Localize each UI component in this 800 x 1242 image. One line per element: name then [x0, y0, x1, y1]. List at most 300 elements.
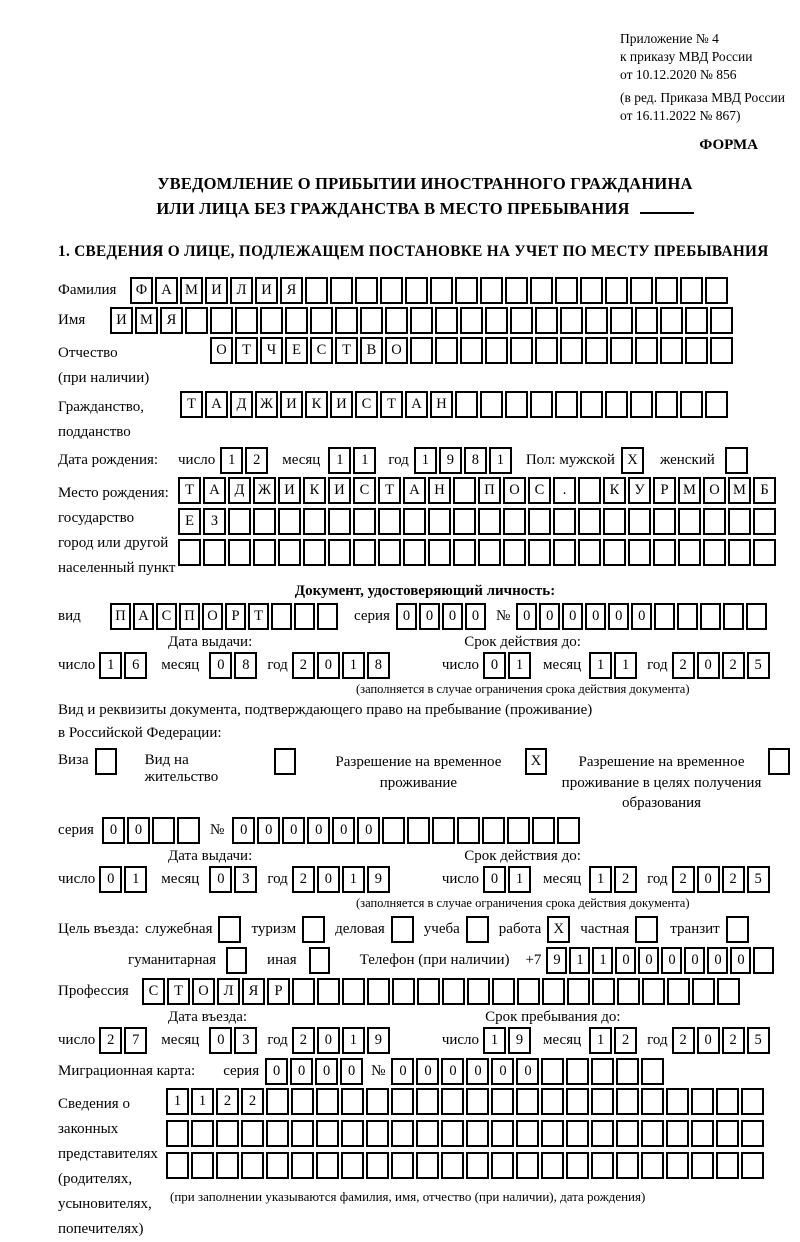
char-cell[interactable]: А: [155, 277, 178, 304]
char-cell[interactable]: У: [628, 477, 651, 504]
char-cell[interactable]: П: [478, 477, 501, 504]
char-cell[interactable]: 0: [483, 866, 506, 893]
purpose-official-checkbox[interactable]: [218, 916, 241, 943]
char-cell[interactable]: [416, 1152, 439, 1179]
char-cell[interactable]: [635, 337, 658, 364]
char-cell[interactable]: [578, 539, 601, 566]
char-cell[interactable]: 0: [99, 866, 122, 893]
char-cell[interactable]: Р: [653, 477, 676, 504]
char-cell[interactable]: [542, 978, 565, 1005]
char-cell[interactable]: [216, 1152, 239, 1179]
char-cell[interactable]: [685, 337, 708, 364]
char-cell[interactable]: [678, 508, 701, 535]
char-cell[interactable]: 1: [328, 447, 351, 474]
char-cell[interactable]: [291, 1088, 314, 1115]
char-cell[interactable]: 0: [317, 866, 340, 893]
char-cell[interactable]: 2: [99, 1027, 122, 1054]
char-cell[interactable]: А: [205, 391, 228, 418]
char-cell[interactable]: [191, 1120, 214, 1147]
char-cell[interactable]: [616, 1120, 639, 1147]
char-cell[interactable]: К: [603, 477, 626, 504]
char-cell[interactable]: [677, 603, 698, 630]
char-cell[interactable]: 0: [209, 866, 232, 893]
char-cell[interactable]: 0: [608, 603, 629, 630]
char-cell[interactable]: [378, 539, 401, 566]
char-cell[interactable]: [353, 508, 376, 535]
char-cell[interactable]: 1: [342, 866, 365, 893]
char-cell[interactable]: [453, 539, 476, 566]
char-cell[interactable]: [355, 277, 378, 304]
char-cell[interactable]: С: [310, 337, 333, 364]
char-cell[interactable]: Л: [230, 277, 253, 304]
char-cell[interactable]: 3: [234, 866, 257, 893]
char-cell[interactable]: [566, 1058, 589, 1085]
char-cell[interactable]: С: [142, 978, 165, 1005]
char-cell[interactable]: 1: [569, 947, 590, 974]
char-cell[interactable]: [360, 307, 383, 334]
char-cell[interactable]: [585, 337, 608, 364]
char-cell[interactable]: 0: [466, 1058, 489, 1085]
char-cell[interactable]: [691, 1088, 714, 1115]
char-cell[interactable]: [660, 337, 683, 364]
char-cell[interactable]: [266, 1088, 289, 1115]
char-cell[interactable]: [553, 539, 576, 566]
char-cell[interactable]: Я: [242, 978, 265, 1005]
purpose-tourism-checkbox[interactable]: [302, 916, 325, 943]
char-cell[interactable]: И: [328, 477, 351, 504]
char-cell[interactable]: [710, 307, 733, 334]
char-cell[interactable]: А: [203, 477, 226, 504]
char-cell[interactable]: [510, 337, 533, 364]
char-cell[interactable]: [666, 1152, 689, 1179]
purpose-business-checkbox[interactable]: [391, 916, 414, 943]
char-cell[interactable]: [660, 307, 683, 334]
char-cell[interactable]: [328, 508, 351, 535]
char-cell[interactable]: [553, 508, 576, 535]
char-cell[interactable]: [728, 539, 751, 566]
char-cell[interactable]: [716, 1120, 739, 1147]
char-cell[interactable]: 0: [315, 1058, 338, 1085]
char-cell[interactable]: [555, 277, 578, 304]
char-cell[interactable]: О: [192, 978, 215, 1005]
char-cell[interactable]: [703, 508, 726, 535]
char-cell[interactable]: 0: [340, 1058, 363, 1085]
char-cell[interactable]: 1: [124, 866, 147, 893]
char-cell[interactable]: 1: [508, 652, 531, 679]
char-cell[interactable]: [535, 337, 558, 364]
char-cell[interactable]: [342, 978, 365, 1005]
char-cell[interactable]: [317, 978, 340, 1005]
char-cell[interactable]: [580, 391, 603, 418]
char-cell[interactable]: [453, 508, 476, 535]
char-cell[interactable]: 1: [414, 447, 437, 474]
char-cell[interactable]: [328, 539, 351, 566]
char-cell[interactable]: 0: [697, 1027, 720, 1054]
char-cell[interactable]: [653, 539, 676, 566]
char-cell[interactable]: [391, 1120, 414, 1147]
char-cell[interactable]: Т: [378, 477, 401, 504]
char-cell[interactable]: [591, 1058, 614, 1085]
char-cell[interactable]: [466, 1152, 489, 1179]
char-cell[interactable]: [516, 1152, 539, 1179]
char-cell[interactable]: [203, 539, 226, 566]
char-cell[interactable]: [741, 1120, 764, 1147]
char-cell[interactable]: [746, 603, 767, 630]
char-cell[interactable]: 0: [631, 603, 652, 630]
char-cell[interactable]: [541, 1088, 564, 1115]
char-cell[interactable]: [391, 1088, 414, 1115]
char-cell[interactable]: И: [330, 391, 353, 418]
char-cell[interactable]: [382, 817, 405, 844]
char-cell[interactable]: [528, 508, 551, 535]
char-cell[interactable]: 0: [638, 947, 659, 974]
char-cell[interactable]: 2: [722, 652, 745, 679]
char-cell[interactable]: [341, 1120, 364, 1147]
char-cell[interactable]: И: [280, 391, 303, 418]
char-cell[interactable]: [260, 307, 283, 334]
temp-residence-checkbox[interactable]: X: [525, 748, 547, 775]
char-cell[interactable]: [403, 539, 426, 566]
char-cell[interactable]: 2: [292, 1027, 315, 1054]
char-cell[interactable]: 0: [539, 603, 560, 630]
char-cell[interactable]: [591, 1152, 614, 1179]
char-cell[interactable]: [653, 508, 676, 535]
char-cell[interactable]: 0: [332, 817, 355, 844]
char-cell[interactable]: В: [360, 337, 383, 364]
char-cell[interactable]: Я: [280, 277, 303, 304]
char-cell[interactable]: 0: [357, 817, 380, 844]
char-cell[interactable]: 0: [209, 652, 232, 679]
char-cell[interactable]: [716, 1088, 739, 1115]
char-cell[interactable]: 8: [464, 447, 487, 474]
char-cell[interactable]: [655, 391, 678, 418]
char-cell[interactable]: Ж: [255, 391, 278, 418]
char-cell[interactable]: [753, 539, 776, 566]
char-cell[interactable]: [566, 1088, 589, 1115]
char-cell[interactable]: Т: [380, 391, 403, 418]
char-cell[interactable]: [723, 603, 744, 630]
char-cell[interactable]: 0: [697, 652, 720, 679]
char-cell[interactable]: 0: [317, 652, 340, 679]
char-cell[interactable]: [505, 277, 528, 304]
char-cell[interactable]: [505, 391, 528, 418]
char-cell[interactable]: [753, 947, 774, 974]
char-cell[interactable]: [503, 508, 526, 535]
char-cell[interactable]: [617, 978, 640, 1005]
char-cell[interactable]: [353, 539, 376, 566]
char-cell[interactable]: [557, 817, 580, 844]
char-cell[interactable]: 1: [191, 1088, 214, 1115]
char-cell[interactable]: 6: [124, 652, 147, 679]
char-cell[interactable]: [378, 508, 401, 535]
char-cell[interactable]: [485, 307, 508, 334]
char-cell[interactable]: [210, 307, 233, 334]
char-cell[interactable]: 0: [516, 1058, 539, 1085]
char-cell[interactable]: [410, 337, 433, 364]
char-cell[interactable]: [294, 603, 315, 630]
char-cell[interactable]: [641, 1120, 664, 1147]
char-cell[interactable]: 2: [672, 1027, 695, 1054]
char-cell[interactable]: [253, 539, 276, 566]
char-cell[interactable]: [441, 1152, 464, 1179]
char-cell[interactable]: 5: [747, 652, 770, 679]
char-cell[interactable]: [591, 1088, 614, 1115]
char-cell[interactable]: [585, 307, 608, 334]
char-cell[interactable]: [678, 539, 701, 566]
char-cell[interactable]: М: [678, 477, 701, 504]
char-cell[interactable]: 1: [589, 866, 612, 893]
char-cell[interactable]: Т: [248, 603, 269, 630]
char-cell[interactable]: 0: [585, 603, 606, 630]
char-cell[interactable]: 1: [220, 447, 243, 474]
purpose-transit-checkbox[interactable]: [726, 916, 749, 943]
purpose-private-checkbox[interactable]: [635, 916, 658, 943]
char-cell[interactable]: [441, 1088, 464, 1115]
char-cell[interactable]: 0: [441, 1058, 464, 1085]
char-cell[interactable]: 0: [707, 947, 728, 974]
char-cell[interactable]: [491, 1120, 514, 1147]
char-cell[interactable]: [680, 277, 703, 304]
char-cell[interactable]: 0: [307, 817, 330, 844]
char-cell[interactable]: К: [303, 477, 326, 504]
char-cell[interactable]: [407, 817, 430, 844]
char-cell[interactable]: [460, 337, 483, 364]
char-cell[interactable]: [455, 277, 478, 304]
char-cell[interactable]: [316, 1088, 339, 1115]
char-cell[interactable]: А: [403, 477, 426, 504]
char-cell[interactable]: [578, 508, 601, 535]
char-cell[interactable]: [603, 539, 626, 566]
char-cell[interactable]: М: [728, 477, 751, 504]
char-cell[interactable]: [753, 508, 776, 535]
char-cell[interactable]: Т: [335, 337, 358, 364]
char-cell[interactable]: [266, 1152, 289, 1179]
char-cell[interactable]: [266, 1120, 289, 1147]
purpose-study-checkbox[interactable]: [466, 916, 489, 943]
char-cell[interactable]: [728, 508, 751, 535]
char-cell[interactable]: [316, 1120, 339, 1147]
char-cell[interactable]: [335, 307, 358, 334]
char-cell[interactable]: 0: [102, 817, 125, 844]
char-cell[interactable]: [441, 1120, 464, 1147]
char-cell[interactable]: [507, 817, 530, 844]
char-cell[interactable]: [741, 1152, 764, 1179]
char-cell[interactable]: 0: [516, 603, 537, 630]
char-cell[interactable]: А: [133, 603, 154, 630]
char-cell[interactable]: Т: [167, 978, 190, 1005]
char-cell[interactable]: .: [553, 477, 576, 504]
purpose-other-checkbox[interactable]: [309, 947, 330, 974]
char-cell[interactable]: [654, 603, 675, 630]
char-cell[interactable]: [692, 978, 715, 1005]
char-cell[interactable]: [191, 1152, 214, 1179]
char-cell[interactable]: [703, 539, 726, 566]
char-cell[interactable]: Д: [230, 391, 253, 418]
char-cell[interactable]: [385, 307, 408, 334]
char-cell[interactable]: [310, 307, 333, 334]
char-cell[interactable]: [530, 277, 553, 304]
temp-residence-education-checkbox[interactable]: [768, 748, 790, 775]
char-cell[interactable]: 0: [391, 1058, 414, 1085]
char-cell[interactable]: [366, 1088, 389, 1115]
char-cell[interactable]: 2: [241, 1088, 264, 1115]
char-cell[interactable]: [152, 817, 175, 844]
char-cell[interactable]: 0: [615, 947, 636, 974]
char-cell[interactable]: [641, 1088, 664, 1115]
char-cell[interactable]: [510, 307, 533, 334]
char-cell[interactable]: [177, 817, 200, 844]
char-cell[interactable]: [417, 978, 440, 1005]
char-cell[interactable]: 1: [592, 947, 613, 974]
char-cell[interactable]: [666, 1120, 689, 1147]
char-cell[interactable]: Р: [267, 978, 290, 1005]
char-cell[interactable]: 0: [396, 603, 417, 630]
char-cell[interactable]: [555, 391, 578, 418]
char-cell[interactable]: [642, 978, 665, 1005]
char-cell[interactable]: [491, 1088, 514, 1115]
char-cell[interactable]: [430, 277, 453, 304]
char-cell[interactable]: 7: [124, 1027, 147, 1054]
char-cell[interactable]: [366, 1120, 389, 1147]
char-cell[interactable]: Е: [178, 508, 201, 535]
char-cell[interactable]: [641, 1152, 664, 1179]
char-cell[interactable]: [616, 1152, 639, 1179]
char-cell[interactable]: [216, 1120, 239, 1147]
char-cell[interactable]: [416, 1120, 439, 1147]
char-cell[interactable]: И: [205, 277, 228, 304]
char-cell[interactable]: Т: [180, 391, 203, 418]
char-cell[interactable]: [435, 337, 458, 364]
char-cell[interactable]: [700, 603, 721, 630]
char-cell[interactable]: 1: [489, 447, 512, 474]
char-cell[interactable]: Н: [428, 477, 451, 504]
char-cell[interactable]: 1: [508, 866, 531, 893]
char-cell[interactable]: [305, 277, 328, 304]
char-cell[interactable]: Б: [753, 477, 776, 504]
char-cell[interactable]: 0: [265, 1058, 288, 1085]
char-cell[interactable]: [228, 508, 251, 535]
char-cell[interactable]: Я: [160, 307, 183, 334]
char-cell[interactable]: [492, 978, 515, 1005]
char-cell[interactable]: М: [180, 277, 203, 304]
char-cell[interactable]: 0: [491, 1058, 514, 1085]
char-cell[interactable]: [341, 1088, 364, 1115]
char-cell[interactable]: [503, 539, 526, 566]
char-cell[interactable]: [292, 978, 315, 1005]
char-cell[interactable]: [317, 603, 338, 630]
char-cell[interactable]: Д: [228, 477, 251, 504]
char-cell[interactable]: [480, 277, 503, 304]
char-cell[interactable]: [330, 277, 353, 304]
char-cell[interactable]: Ж: [253, 477, 276, 504]
char-cell[interactable]: 0: [317, 1027, 340, 1054]
char-cell[interactable]: 0: [419, 603, 440, 630]
char-cell[interactable]: 5: [747, 1027, 770, 1054]
char-cell[interactable]: [457, 817, 480, 844]
char-cell[interactable]: 3: [234, 1027, 257, 1054]
char-cell[interactable]: [741, 1088, 764, 1115]
char-cell[interactable]: С: [353, 477, 376, 504]
char-cell[interactable]: [566, 1152, 589, 1179]
char-cell[interactable]: К: [305, 391, 328, 418]
char-cell[interactable]: [341, 1152, 364, 1179]
char-cell[interactable]: И: [278, 477, 301, 504]
char-cell[interactable]: С: [355, 391, 378, 418]
char-cell[interactable]: [716, 1152, 739, 1179]
char-cell[interactable]: 0: [697, 866, 720, 893]
char-cell[interactable]: И: [255, 277, 278, 304]
char-cell[interactable]: [271, 603, 292, 630]
char-cell[interactable]: [391, 1152, 414, 1179]
char-cell[interactable]: 1: [342, 1027, 365, 1054]
residence-permit-checkbox[interactable]: [274, 748, 296, 775]
char-cell[interactable]: И: [110, 307, 133, 334]
char-cell[interactable]: 2: [672, 652, 695, 679]
char-cell[interactable]: [166, 1152, 189, 1179]
char-cell[interactable]: 5: [747, 866, 770, 893]
char-cell[interactable]: 1: [483, 1027, 506, 1054]
char-cell[interactable]: [610, 337, 633, 364]
char-cell[interactable]: [578, 477, 601, 504]
char-cell[interactable]: [241, 1120, 264, 1147]
char-cell[interactable]: [616, 1058, 639, 1085]
char-cell[interactable]: 1: [614, 652, 637, 679]
char-cell[interactable]: [566, 1120, 589, 1147]
char-cell[interactable]: [591, 1120, 614, 1147]
char-cell[interactable]: Ф: [130, 277, 153, 304]
char-cell[interactable]: [517, 978, 540, 1005]
char-cell[interactable]: [641, 1058, 664, 1085]
char-cell[interactable]: [630, 391, 653, 418]
visa-checkbox[interactable]: [95, 748, 117, 775]
char-cell[interactable]: [628, 539, 651, 566]
char-cell[interactable]: [460, 307, 483, 334]
char-cell[interactable]: 9: [546, 947, 567, 974]
char-cell[interactable]: [630, 277, 653, 304]
char-cell[interactable]: [466, 1088, 489, 1115]
char-cell[interactable]: Н: [430, 391, 453, 418]
char-cell[interactable]: О: [703, 477, 726, 504]
char-cell[interactable]: [235, 307, 258, 334]
char-cell[interactable]: [535, 307, 558, 334]
char-cell[interactable]: Ч: [260, 337, 283, 364]
char-cell[interactable]: [603, 508, 626, 535]
char-cell[interactable]: 2: [245, 447, 268, 474]
char-cell[interactable]: [666, 1088, 689, 1115]
char-cell[interactable]: 1: [589, 1027, 612, 1054]
char-cell[interactable]: 9: [367, 866, 390, 893]
char-cell[interactable]: О: [503, 477, 526, 504]
char-cell[interactable]: [560, 337, 583, 364]
char-cell[interactable]: [432, 817, 455, 844]
char-cell[interactable]: [717, 978, 740, 1005]
char-cell[interactable]: [592, 978, 615, 1005]
purpose-work-checkbox[interactable]: X: [547, 916, 570, 943]
char-cell[interactable]: [710, 337, 733, 364]
char-cell[interactable]: [516, 1088, 539, 1115]
char-cell[interactable]: 9: [439, 447, 462, 474]
char-cell[interactable]: [478, 539, 501, 566]
char-cell[interactable]: [541, 1152, 564, 1179]
char-cell[interactable]: О: [385, 337, 408, 364]
char-cell[interactable]: [560, 307, 583, 334]
char-cell[interactable]: [291, 1120, 314, 1147]
char-cell[interactable]: [241, 1152, 264, 1179]
char-cell[interactable]: [416, 1088, 439, 1115]
char-cell[interactable]: [428, 539, 451, 566]
char-cell[interactable]: М: [135, 307, 158, 334]
char-cell[interactable]: [616, 1088, 639, 1115]
